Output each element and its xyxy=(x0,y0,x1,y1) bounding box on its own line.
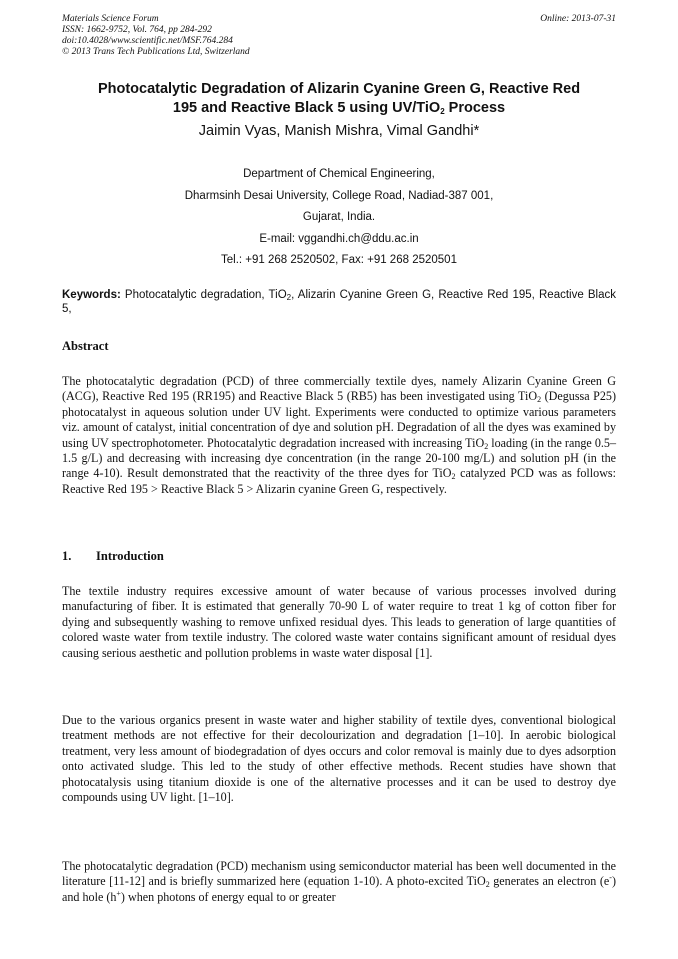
online-date: Online: 2013-07-31 xyxy=(540,14,616,24)
title-line-2 xyxy=(62,99,616,118)
abstract-part: The photocatalytic degradation (PCD) of three commercially textile dyes, namely Alizarin Cyanine Green G (ACG), Reactive Red 195 (RR195) and Reactive Black 5 (RB5) has been investigated using TiO xyxy=(62,374,616,404)
doi-line[interactable]: doi:10.4028/www.scientific.net/MSF.764.284 xyxy=(62,36,233,46)
title-text-end: Process xyxy=(444,100,506,116)
keywords-text-end: , Alizarin Cyanine Green G, Reactive Red 195, Reactive Black 5, xyxy=(62,289,616,315)
issn-line: ISSN: 1662-9752, Vol. 764, pp 284-292 xyxy=(62,25,212,35)
keywords-label: Keywords: xyxy=(62,289,121,301)
section-number: 1. xyxy=(62,549,72,563)
title-subscript: 2 xyxy=(440,107,445,116)
keywords-subscript: 2 xyxy=(286,293,292,302)
abstract-part: (Degussa P25) photocatalyst in aqueous solution under UV light. Experiments were conducted to optimize various parameters viz. amount of catalyst, initial concentration of dye and solution pH. Degradation of all the dyes was examined by using UV spectrophotometer. Photocatalytic degradation increased with increasing TiO xyxy=(62,389,616,450)
university: Dharmsinh Desai University, College Road, Nadiad-387 001, xyxy=(184,189,494,202)
paragraph-part: generates an electron (e xyxy=(489,874,610,889)
section-title: Introduction xyxy=(96,549,164,563)
intro-paragraph-2: Due to the various organics present in waste water and higher stability of textile dyes, conventional biological treatment methods are not effective for their decolourization and degradation [1–10]. In aerobic biological treatment, very less amount of biodegradation of dyes occurs and color removal is mainly due to dyes adsorption onto activated sludge. This led to the study of other effective methods. Recent studies have shown that photocatalysis using titanium dioxide is one of the alternative processes and it can be used to destroy dye compounds using UV light. [1–10]. xyxy=(62,713,616,805)
abstract-heading: Abstract xyxy=(62,339,109,353)
journal-name: Materials Science Forum xyxy=(62,14,159,24)
keywords xyxy=(62,288,616,316)
affiliation-block xyxy=(62,164,616,272)
paper-title xyxy=(62,80,616,118)
intro-paragraph-3 xyxy=(62,859,616,905)
journal-header xyxy=(62,14,616,58)
telephone: Tel.: +91 268 2520502, Fax: +91 268 2520501 xyxy=(221,254,457,266)
title-line-1: Photocatalytic Degradation of Alizarin Cyanine Green G, Reactive Red xyxy=(97,81,581,97)
copyright-line: © 2013 Trans Tech Publications Ltd, Switzerland xyxy=(62,47,250,57)
introduction-heading xyxy=(62,549,164,564)
subscript: 2 xyxy=(485,880,490,890)
abstract-part: catalyzed PCD was as follows: Reactive Red 195 > Reactive Black 5 > Alizarin cyanine Green G, respectively. xyxy=(62,466,616,496)
subscript: 2 xyxy=(537,395,542,405)
paragraph-part: The photocatalytic degradation (PCD) mechanism using semiconductor material has been well documented in the literature [11-12] and is briefly summarized here (equation 1-10). A photo-excited TiO xyxy=(62,859,616,889)
superscript: + xyxy=(116,888,121,898)
paragraph-part: ) and hole (h xyxy=(62,874,616,904)
intro-paragraph-1: The textile industry requires excessive amount of water because of various processes involved during manufacturing of fiber. It is estimated that generally 70-90 L of water require to treat 1 kg of cotton fiber for dying and subsequently washing to remove unfixed residual dyes. This leads to generation of large quantities of colored waste water from textile industry. The colored waste water contains significant amount of residual dyes causing serious aesthetic and pollution problems in waste water disposal [1]. xyxy=(62,584,616,660)
author-list: Jaimin Vyas, Manish Mishra, Vimal Gandhi* xyxy=(198,123,480,139)
abstract-part: loading (in the range 0.5–1.5 g/L) and decreasing with increasing dye concentration (in the range 20-100 mg/L) and solution pH (in the range 4-10). Result demonstrated that the reactivity of the three dyes for TiO xyxy=(62,435,616,481)
email[interactable]: E-mail: vggandhi.ch@ddu.ac.in xyxy=(259,232,419,245)
subscript: 2 xyxy=(451,472,456,482)
paragraph-part: ) when photons of energy equal to or greater xyxy=(120,889,336,904)
superscript: - xyxy=(609,873,612,883)
state-country: Gujarat, India. xyxy=(302,211,376,223)
abstract-text xyxy=(62,374,616,497)
title-text: 195 and Reactive Black 5 using UV/TiO xyxy=(172,100,441,116)
subscript: 2 xyxy=(484,441,489,451)
keywords-text: Photocatalytic degradation, TiO xyxy=(120,289,287,301)
department: Department of Chemical Engineering, xyxy=(243,168,435,180)
